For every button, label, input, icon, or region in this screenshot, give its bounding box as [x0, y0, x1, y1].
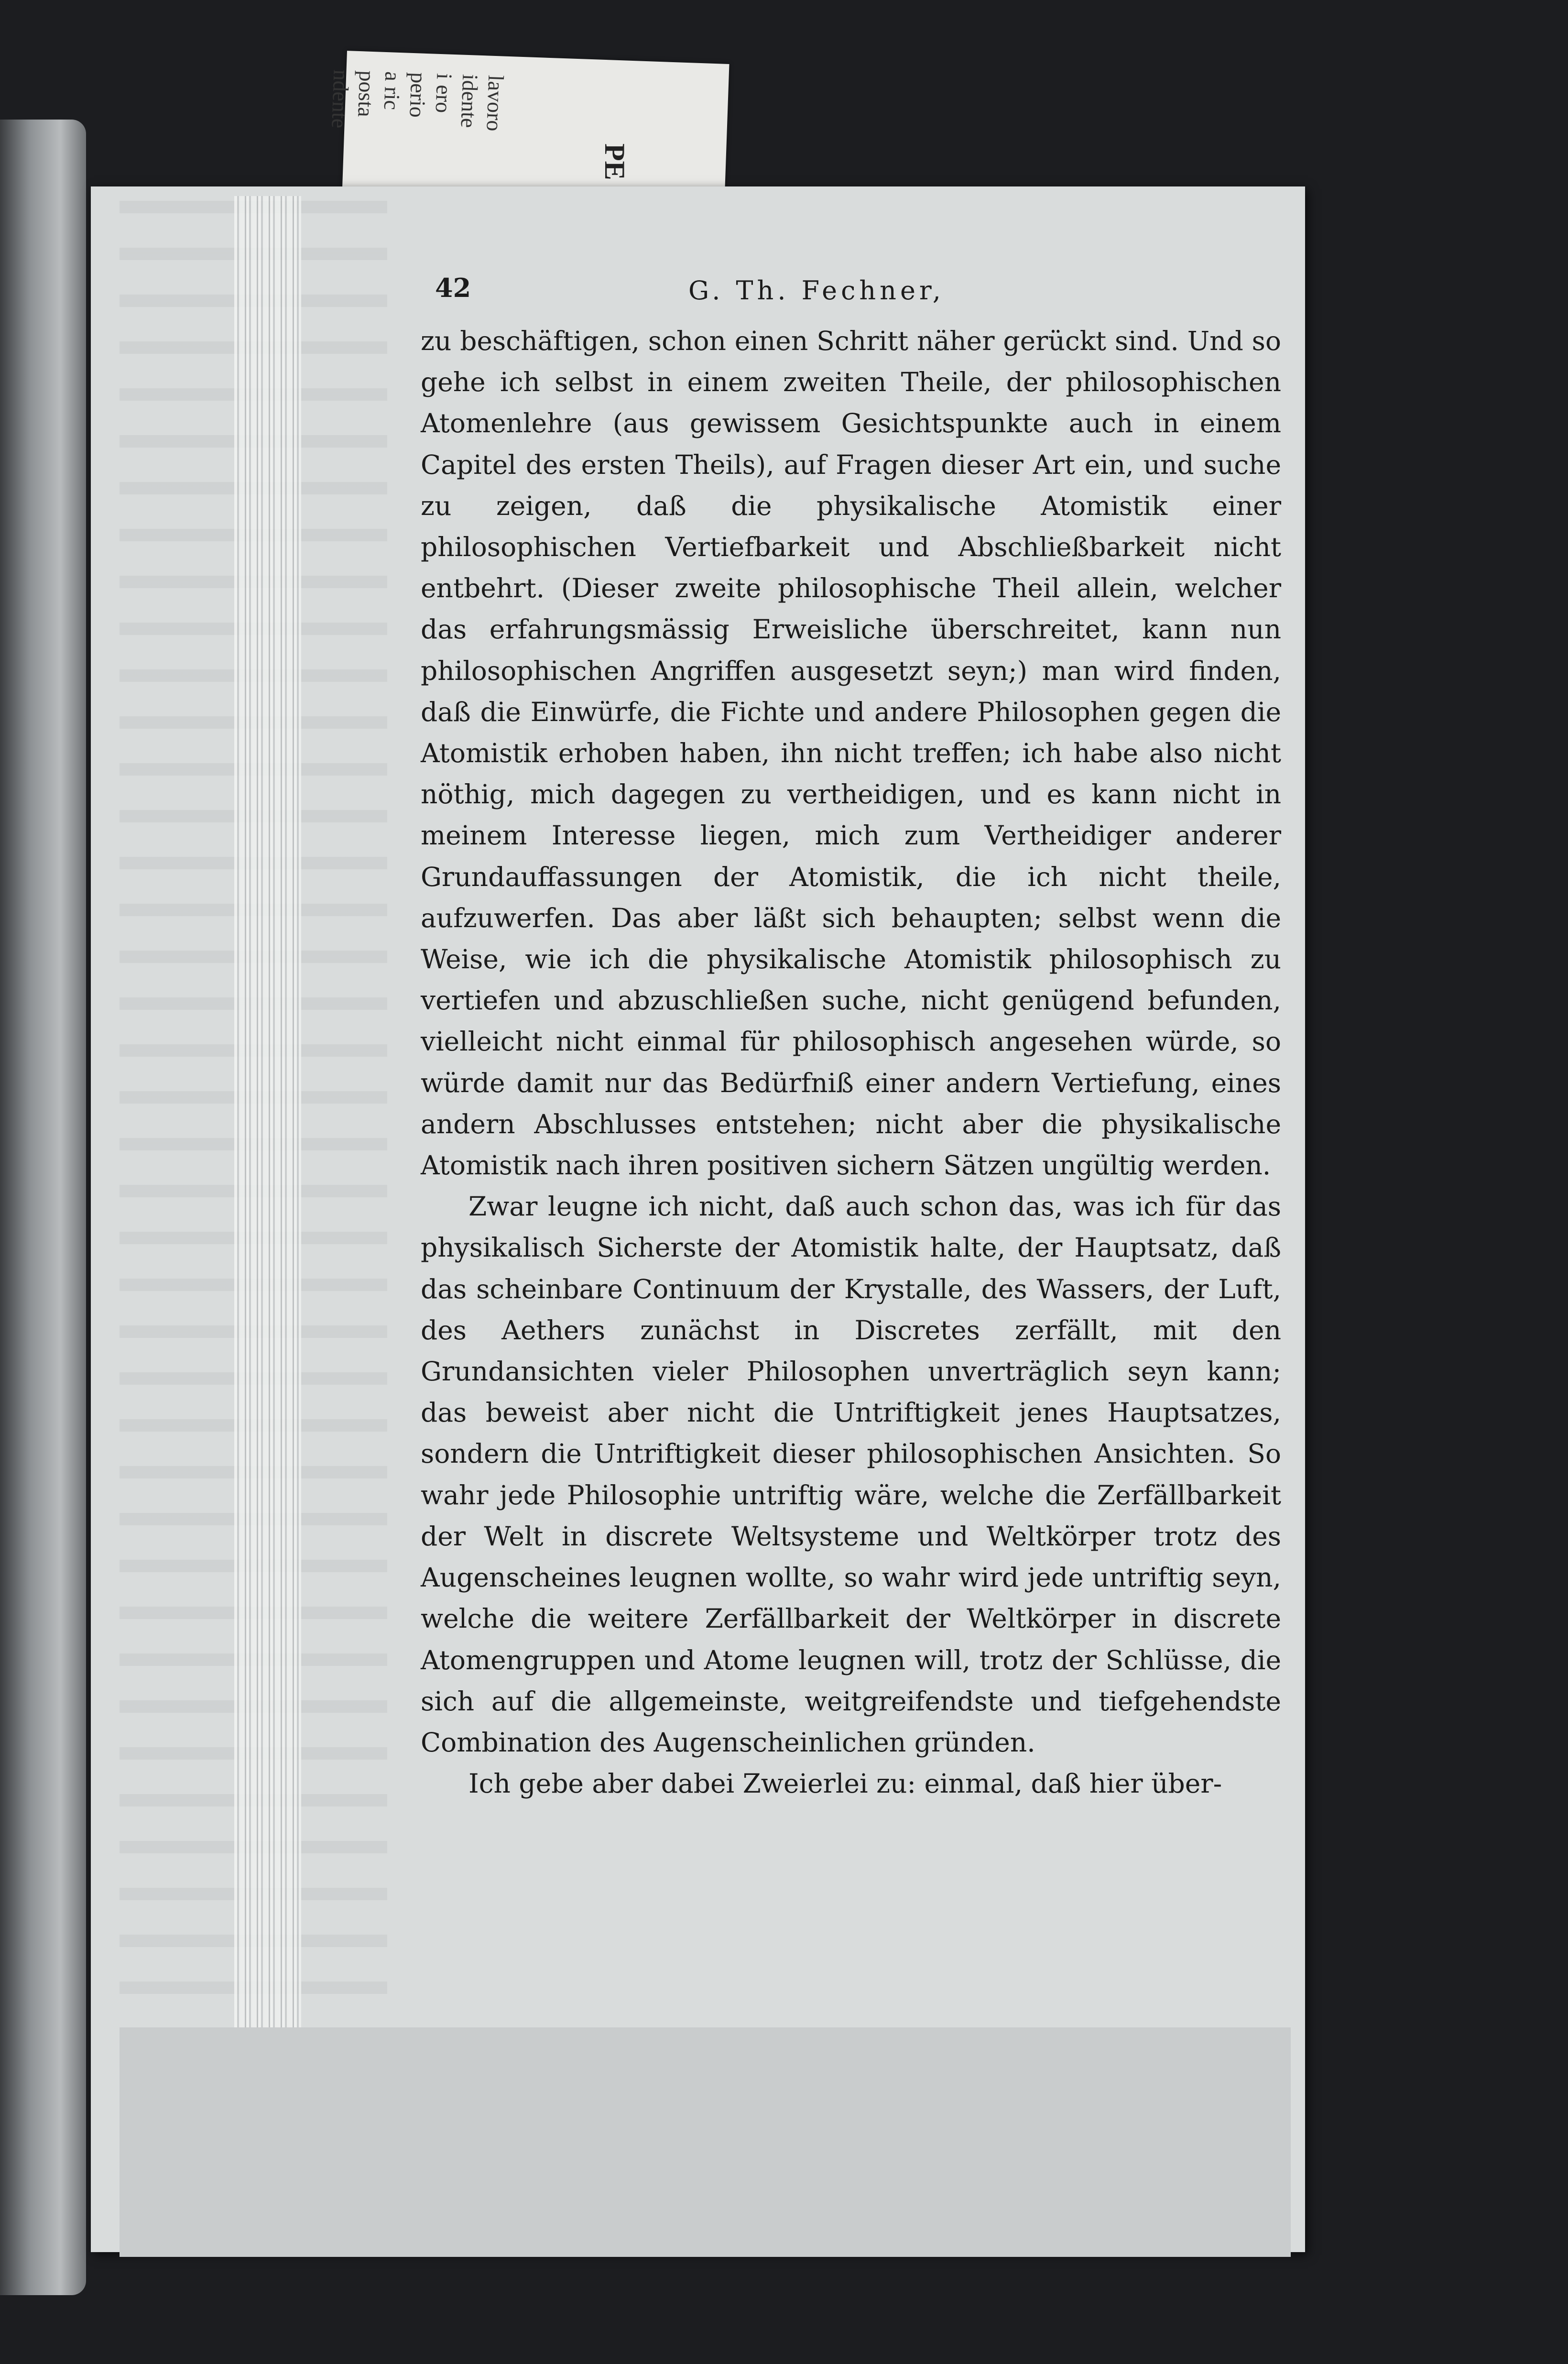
- paragraph-2: Zwar leugne ich nicht, daß auch schon das, was ich für das physikalisch Sicherste der Atomistik halte, der Hauptsatz, daß das scheinbare Continuum der Krystalle, des Wassers, der Luft, des Aethers zunächst in Discretes zerfällt, mit den Grundansichten vieler Philosophen unverträglich seyn kann; das beweist aber nicht die Untriftigkeit jenes Hauptsatzes, sondern die Untriftigkeit dieser philosophischen Ansichten. So wahr jede Philosophie untriftig wäre, welche die Zerfällbarkeit der Welt in discrete Weltsysteme und Weltkörper trotz des Augenscheines leugnen wollte, so wahr wird jede untriftig seyn, welche die weitere Zerfällbarkeit der Weltkörper in discrete Atomengruppen und Atome leugnen will, trotz der Schlüsse, die sich auf die allgemeinste, weitgreifendste und tiefgehendste Combination des Augenscheinlichen gründen.: [421, 1191, 1281, 1758]
- paragraph-1: zu beschäftigen, schon einen Schritt näher gerückt sind. Und so gehe ich selbst in einem zweiten Theile, der philosophischen Atomenlehre (aus gewissem Gesichtspunkte auch in einem Capitel des ersten Theils), auf Fragen dieser Art ein, und suche zu zeigen, daß die physikalische Atomistik einer philosophischen Vertiefbarkeit und Abschließbarkeit nicht entbehrt. (Dieser zweite philosophische Theil allein, welcher das erfahrungsmässig Erweisliche überschreitet, kann nun philosophischen Angriffen ausgesetzt seyn;) man wird finden, daß die Einwürfe, die Fichte und andere Philosophen gegen die Atomistik erhoben haben, ihn nicht treffen; ich habe also nicht nöthig, mich dagegen zu vertheidigen, und es kann nicht in meinem Interesse liegen, mich zum Vertheidiger anderer Grundauffassungen der Atomistik, die ich nicht theile, aufzuwerfen. Das aber läßt sich behaupten; selbst wenn die Weise, wie ich die physikalische Atomistik philosophisch zu vertiefen und abzuschließen suche, nicht genügend befunden, vielleicht nicht einmal für philosophisch angesehen würde, so würde damit nur das Bedürfniß einer andern Vertiefung, eines andern Abschlusses entstehen; nicht aber die physikalische Atomistik nach ihren positiven sichern Sätzen ungültig werden.: [421, 326, 1281, 1181]
- running-head: G. Th. Fechner,: [688, 275, 945, 306]
- page-header: [421, 268, 1281, 320]
- page-number: 42: [435, 273, 471, 303]
- page-lower-edge: [120, 2027, 1291, 2257]
- left-book-page-edge: [0, 120, 86, 2295]
- slip-fragment-text: lavoro idente i ero perio a ric posta ndente: [327, 69, 509, 132]
- paragraph-3: Ich gebe aber dabei Zweierlei zu: einmal, daß hier über-: [468, 1768, 1222, 1799]
- page-text-block: [421, 268, 1281, 1804]
- decorative-margin-strip: [234, 196, 301, 2061]
- slip-heading: PE: [599, 143, 631, 180]
